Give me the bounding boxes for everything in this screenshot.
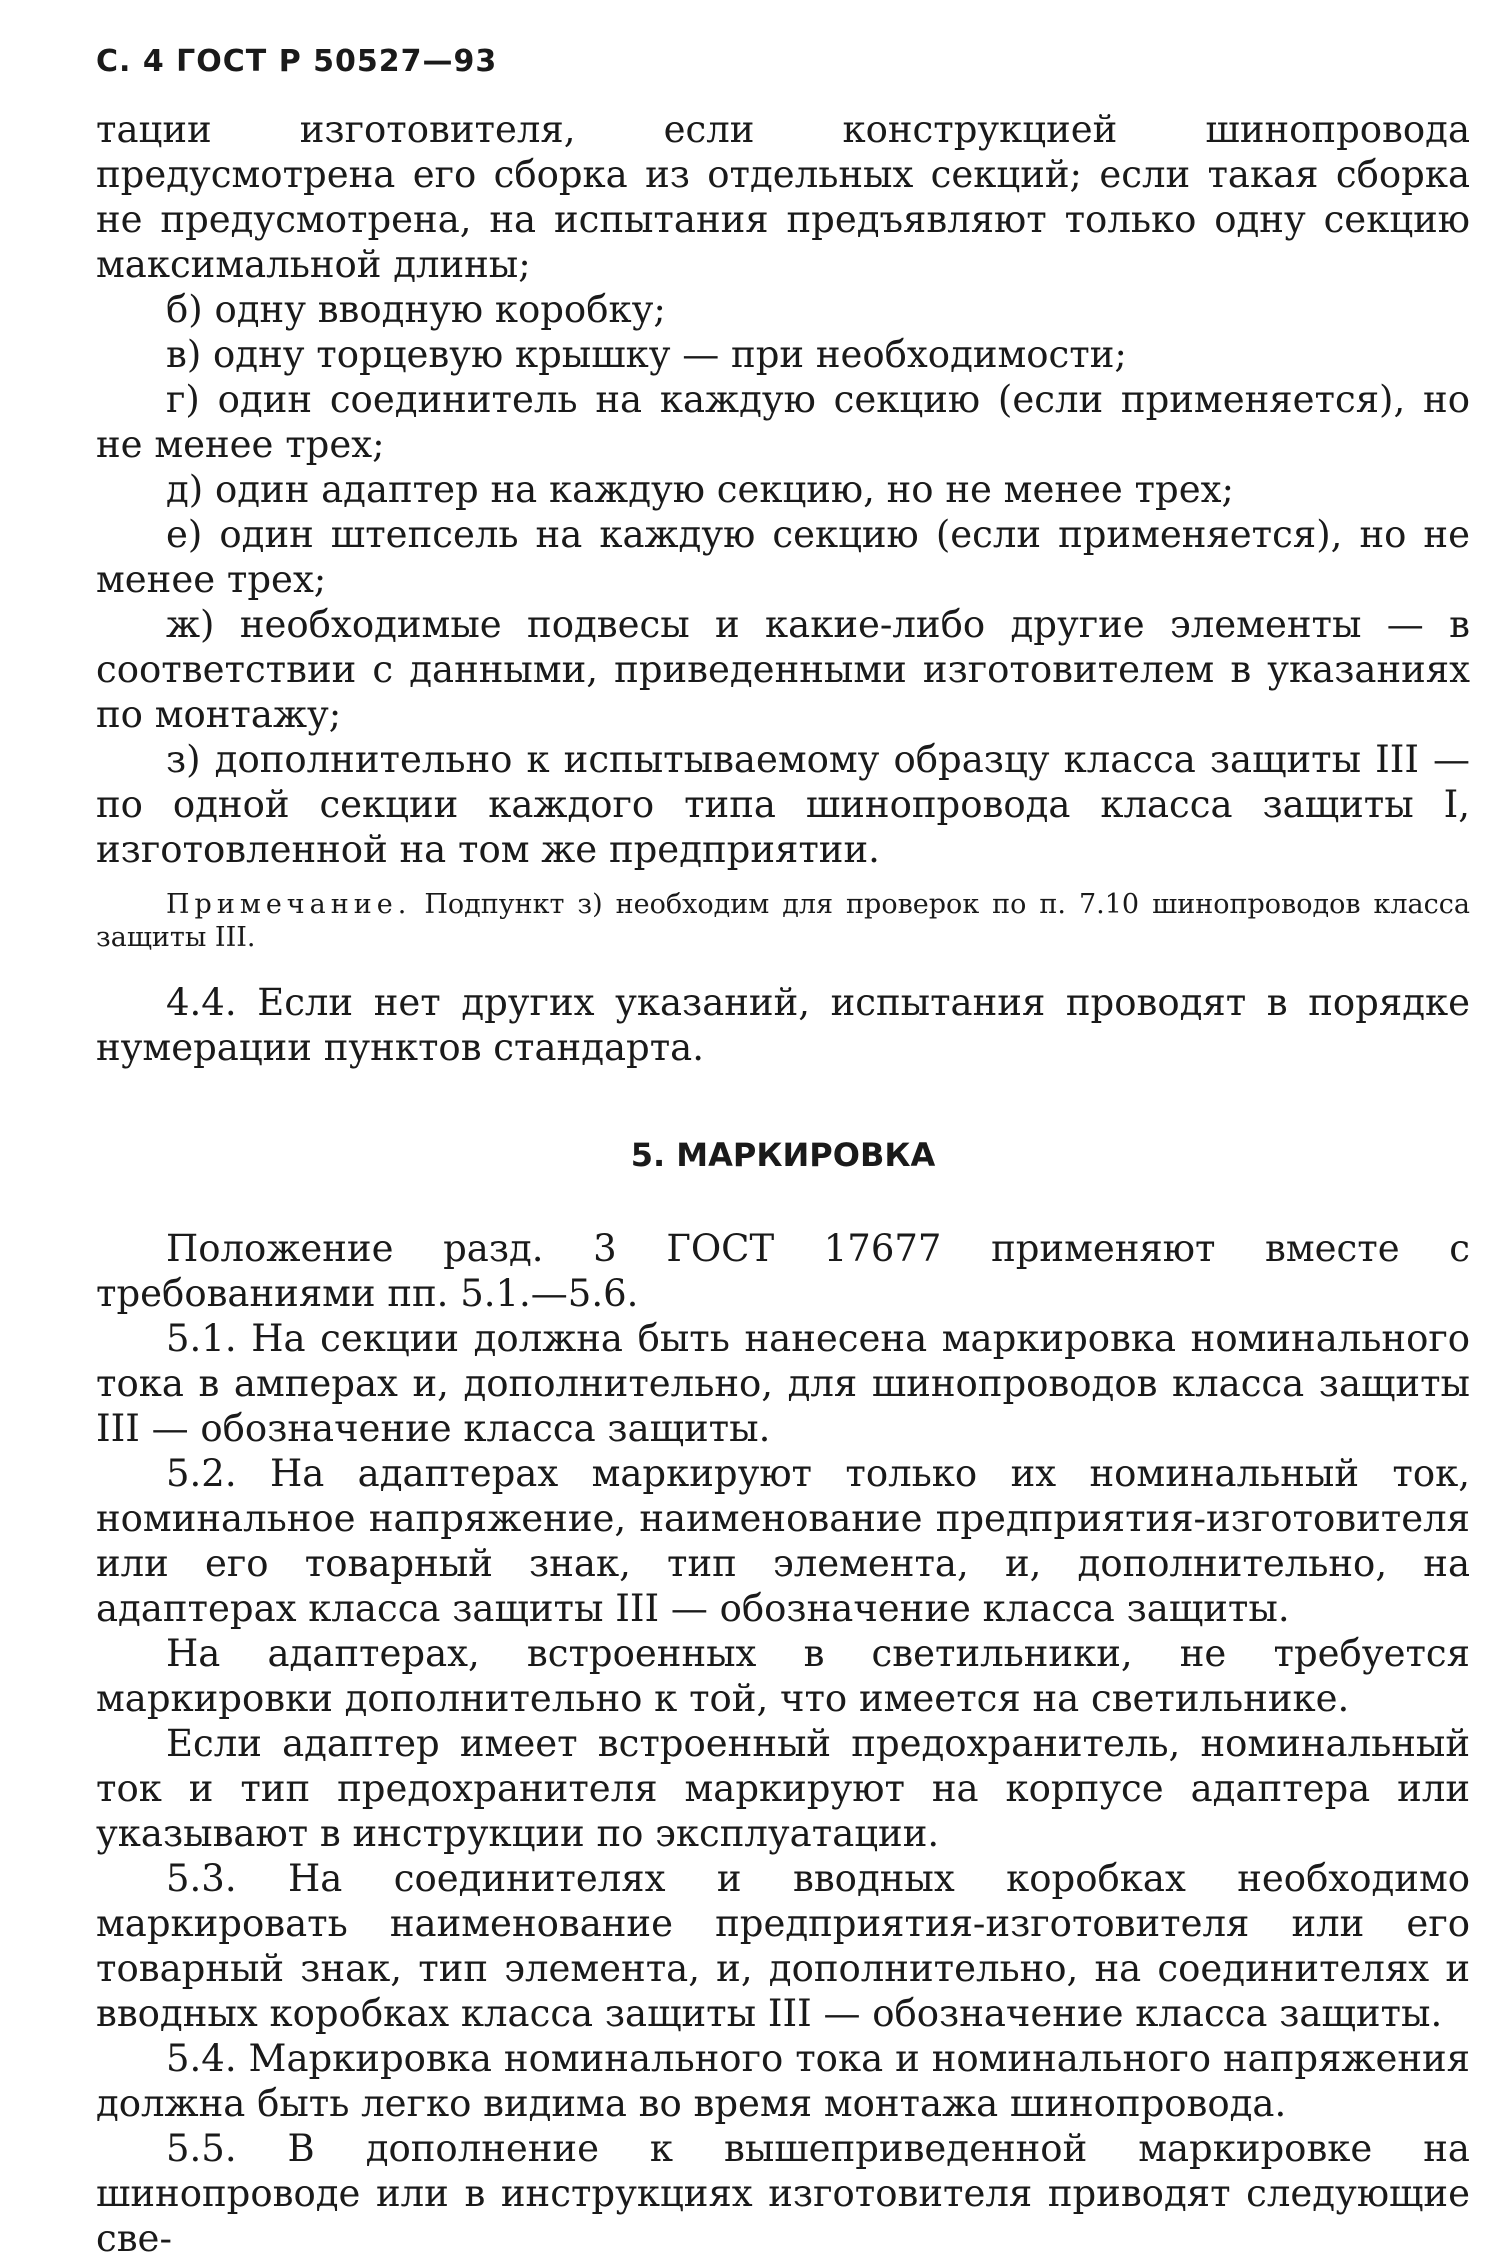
section5-intro: Положение разд. 3 ГОСТ 17677 применяют вместе с требованиями пп. 5.1.—5.6. xyxy=(96,1227,1470,1315)
clause-5-5: 5.5. В дополнение к вышеприведенной маркировке на шинопроводе или в инструкциях изготовителя приводят следующие све- xyxy=(96,2127,1470,2260)
clause-4-4: 4.4. Если нет других указаний, испытания проводят в порядке нумерации пунктов стандарта. xyxy=(96,981,1470,1069)
list-item-g: г) один соединитель на каждую секцию (если применяется), но не менее трех; xyxy=(96,378,1470,466)
clause-5-3: 5.3. На соединителях и вводных коробках необходимо маркировать наименование предприятия-изготовителя или его товарный знак, тип элемента, и, дополнительно, на соединителях и вводных коробках класса защиты III — обозначение класса защиты. xyxy=(96,1857,1470,2035)
clause-5-2-fuse: Если адаптер имеет встроенный предохранитель, номинальный ток и тип предохранителя маркируют на корпусе адаптера или указывают в инструкции по эксплуатации. xyxy=(96,1722,1470,1855)
list-item-zh: ж) необходимые подвесы и какие-либо другие элементы — в соответствии с данными, приведенными изготовителем в указаниях по монтажу; xyxy=(96,603,1470,736)
note xyxy=(96,888,1470,954)
clause-5-1: 5.1. На секции должна быть нанесена маркировка номинального тока в амперах и, дополнительно, для шинопроводов класса защиты III — обозначение класса защиты. xyxy=(96,1317,1470,1450)
list-item-v: в) одну торцевую крышку — при необходимости; xyxy=(166,333,1127,376)
paragraph-continuation: тации изготовителя, если конструкцией шинопровода предусмотрена его сборка из отдельных секций; если такая сборка не предусмотрена, на испытания предъявляют только одну секцию максимальной длины; xyxy=(96,108,1470,286)
document-page xyxy=(96,44,1470,2261)
section-title: 5. МАРКИРОВКА xyxy=(630,1136,936,1174)
page-header: С. 4 ГОСТ Р 50527—93 xyxy=(96,44,498,79)
list-item-e: е) один штепсель на каждую секцию (если применяется), но не менее трех; xyxy=(96,513,1470,601)
list-item-b: б) одну вводную коробку; xyxy=(166,288,666,331)
note-text: Подпункт з) необходим для проверок по п. 7.10 шинопроводов класса защиты III. xyxy=(96,889,1470,953)
list-item-z: з) дополнительно к испытываемому образцу класса защиты III — по одной секции каждого типа шинопровода класса защиты I, изготовленной на том же предприятии. xyxy=(96,738,1470,871)
clause-5-4: 5.4. Маркировка номинального тока и номинального напряжения должна быть легко видима во время монтажа шинопровода. xyxy=(96,2037,1470,2125)
clause-5-2-adapters: На адаптерах, встроенных в светильники, не требуется маркировки дополнительно к той, что имеется на светильнике. xyxy=(96,1632,1470,1720)
clause-5-2: 5.2. На адаптерах маркируют только их номинальный ток, номинальное напряжение, наименование предприятия-изготовителя или его товарный знак, тип элемента, и, дополнительно, на адаптерах класса защиты III — обозначение класса защиты. xyxy=(96,1452,1470,1630)
note-label: Примечание. xyxy=(166,889,412,920)
list-item-d: д) один адаптер на каждую секцию, но не менее трех; xyxy=(166,468,1234,511)
